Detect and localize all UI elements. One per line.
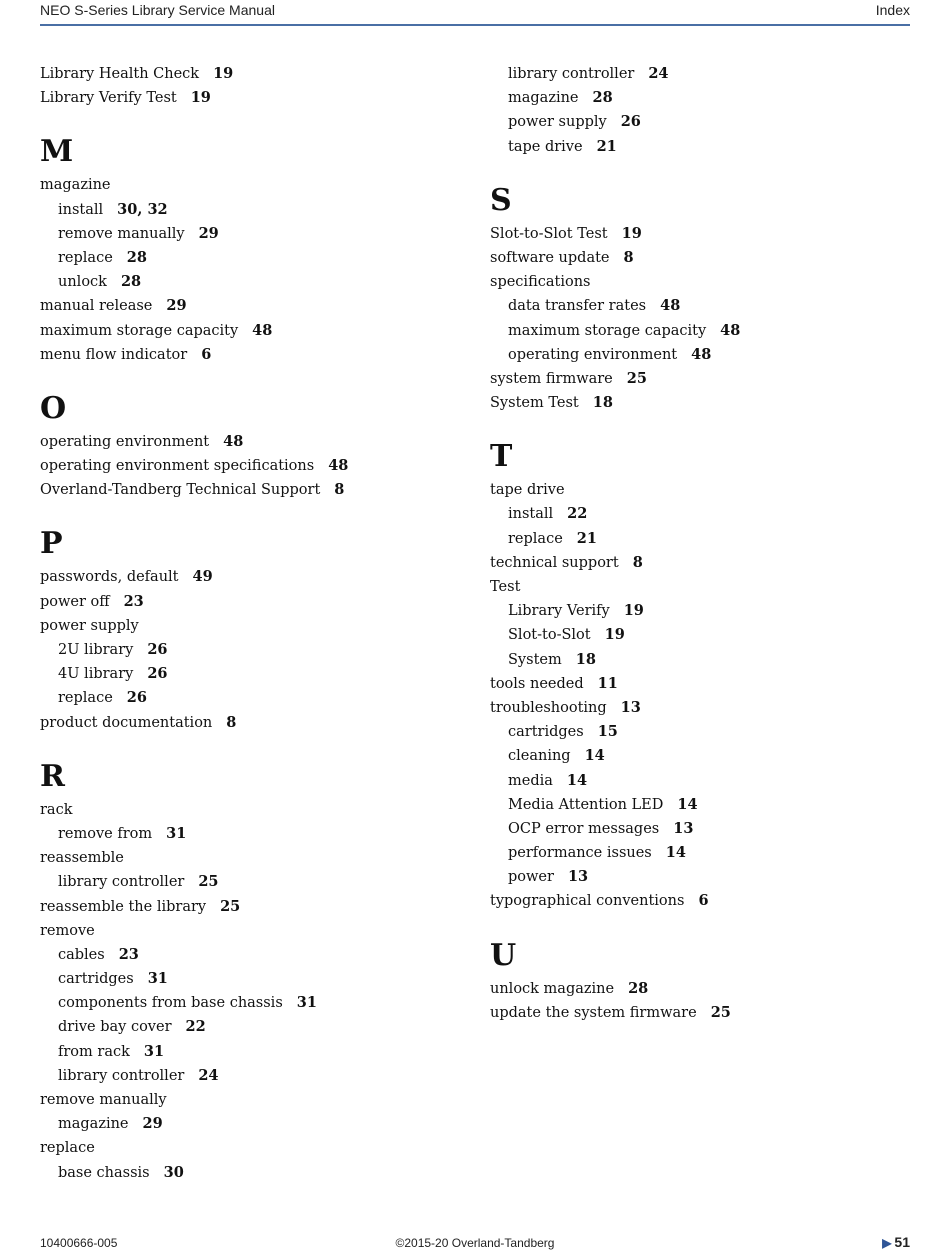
entry-term: passwords, default [40, 569, 179, 586]
entry-page-ref[interactable]: 22 [567, 505, 588, 523]
entry-page-ref[interactable]: 14 [566, 771, 588, 789]
index-subentry [490, 720, 910, 744]
entry-term: product documentation [40, 714, 213, 731]
index-subentry [490, 502, 910, 526]
index-entry [490, 696, 910, 720]
entry-term: 4U library [58, 666, 134, 683]
index-subentry [490, 865, 910, 889]
entry-term: Slot-to-Slot Test [490, 225, 608, 242]
index-entry [490, 246, 910, 270]
entry-term: magazine [508, 90, 579, 107]
entry-term: update the system firmware [490, 1004, 697, 1021]
entry-term: power off [40, 593, 110, 610]
index-subentry [490, 744, 910, 768]
index-column-right [490, 62, 910, 1025]
entry-page-ref[interactable]: 25 [220, 897, 241, 915]
entry-term: operating environment [508, 346, 678, 363]
index-subentry [40, 1161, 460, 1185]
index-subentry [40, 198, 460, 222]
entry-term: power [508, 869, 554, 886]
index-entry [40, 895, 460, 919]
index-entry [40, 62, 460, 86]
index-entry [40, 919, 460, 943]
index-subentry [490, 86, 910, 110]
entry-term: install [58, 201, 104, 218]
index-subentry [40, 222, 460, 246]
entry-page-ref[interactable]: 48 [691, 345, 712, 363]
entry-page-ref[interactable]: 25 [626, 369, 647, 387]
entry-page-ref[interactable]: 26 [126, 689, 147, 707]
entry-term: Overland-Tandberg Technical Support [40, 482, 321, 499]
index-subentry [490, 527, 910, 551]
entry-page-ref[interactable]: 14 [665, 844, 686, 862]
entry-page-ref[interactable]: 28 [120, 273, 142, 291]
entry-page-ref[interactable]: 49 [192, 568, 213, 586]
entry-term: library controller [58, 874, 185, 891]
entry-page-ref[interactable]: 25 [710, 1003, 731, 1021]
index-letter-heading: P [40, 526, 63, 562]
entry-term: 2U library [58, 642, 134, 658]
entry-page-ref[interactable]: 19 [621, 224, 642, 242]
index-letter-heading: M [40, 134, 74, 170]
index-subentry [490, 135, 910, 159]
index-subentry [490, 841, 910, 865]
entry-page-ref[interactable]: 23 [123, 592, 144, 610]
entry-term: tape drive [508, 138, 583, 155]
entry-term: system firmware [490, 370, 613, 387]
entry-term: remove from [58, 825, 153, 842]
entry-term: maximum storage capacity [508, 322, 707, 339]
index-subentry [490, 769, 910, 793]
index-subentry [40, 1040, 460, 1064]
copyright: ©2015-20 Overland-Tandberg [395, 1236, 555, 1250]
entry-term: manual release [40, 298, 153, 315]
index-letter-heading: U [490, 937, 517, 973]
entry-page-ref[interactable]: 19 [190, 89, 211, 107]
entry-term: media [508, 772, 553, 789]
manual-title: NEO S-Series Library Service Manual [40, 2, 275, 18]
index-entry [490, 977, 910, 1001]
index-subentry [490, 343, 910, 367]
entry-term: tape drive [490, 482, 565, 499]
index-entry [490, 367, 910, 391]
index-subentry [40, 943, 460, 967]
entry-term: reassemble [40, 850, 124, 867]
entry-page-ref[interactable]: 23 [118, 945, 139, 963]
entry-page-ref[interactable]: 19 [623, 602, 644, 620]
index-entry [490, 478, 910, 502]
entry-page-ref[interactable]: 31 [296, 994, 317, 1012]
index-subentry [490, 599, 910, 623]
entry-term: Media Attention LED [508, 796, 664, 813]
index-entry [490, 889, 910, 913]
entry-page-ref[interactable]: 25 [198, 873, 219, 891]
index-subentry [40, 246, 460, 270]
entry-page-ref[interactable]: 29 [142, 1115, 163, 1133]
entry-term: Test [490, 579, 521, 595]
index-subentry [40, 967, 460, 991]
entry-term: base chassis [58, 1164, 150, 1181]
index-entry [490, 672, 910, 696]
index-subentry [40, 638, 460, 662]
index-entry [40, 319, 460, 343]
entry-term: cables [58, 946, 105, 963]
entry-term: remove manually [58, 225, 185, 242]
entry-page-ref[interactable]: 8 [334, 481, 345, 499]
index-column-left [40, 62, 460, 1185]
index-entry [490, 1001, 910, 1025]
entry-term: specifications [490, 274, 591, 291]
entry-page-ref[interactable]: 21 [596, 137, 617, 155]
page-footer [40, 1234, 910, 1252]
entry-term: library controller [508, 66, 635, 82]
entry-page-ref[interactable]: 15 [597, 723, 618, 741]
entry-term: replace [58, 690, 113, 707]
entry-page-ref[interactable]: 8 [632, 553, 643, 571]
entry-page-ref[interactable]: 22 [185, 1018, 206, 1036]
entry-page-ref[interactable]: 29 [198, 224, 219, 242]
index-entry [40, 173, 460, 197]
entry-page-ref[interactable]: 19 [604, 626, 625, 644]
page-number: 51 [894, 1234, 910, 1250]
entry-term: power supply [40, 617, 139, 634]
index-subentry [490, 817, 910, 841]
entry-term: library controller [58, 1067, 185, 1084]
section-title: Index [875, 2, 910, 18]
entry-page-ref[interactable]: 29 [166, 297, 187, 315]
entry-term: replace [508, 530, 563, 547]
index-subentry [490, 648, 910, 672]
entry-page-ref[interactable]: 14 [677, 795, 698, 813]
entry-term: Library Health Check [40, 66, 200, 82]
entry-term: Slot-to-Slot [508, 627, 591, 644]
entry-term: OCP error messages [508, 820, 660, 837]
entry-page-ref[interactable]: 31 [166, 824, 187, 842]
entry-term: unlock magazine [490, 980, 615, 997]
entry-page-ref[interactable]: 48 [223, 432, 244, 450]
index-entry [40, 798, 460, 822]
document-number: 10400666-005 [40, 1236, 118, 1250]
entry-term: drive bay cover [58, 1019, 172, 1036]
index-entry [40, 1136, 460, 1160]
entry-term: maximum storage capacity [40, 322, 239, 339]
index-subentry [40, 686, 460, 710]
entry-page-ref[interactable]: 26 [147, 641, 168, 658]
index-entry [490, 575, 910, 599]
entry-term: technical support [490, 554, 619, 571]
index-entry [490, 222, 910, 246]
entry-page-ref[interactable]: 48 [660, 297, 681, 315]
entry-page-ref[interactable]: 28 [592, 89, 613, 107]
index-subentry [490, 294, 910, 318]
index-entry [40, 430, 460, 454]
entry-term: reassemble the library [40, 898, 207, 915]
index-entry [490, 391, 910, 415]
index-subentry [490, 793, 910, 817]
entry-page-ref[interactable]: 26 [620, 113, 641, 131]
entry-page-ref[interactable]: 18 [575, 650, 596, 668]
entry-term: performance issues [508, 845, 652, 862]
index-letter-heading: R [40, 758, 65, 794]
entry-term: rack [40, 801, 73, 818]
entry-term: data transfer rates [508, 298, 647, 315]
index-entry [40, 590, 460, 614]
entry-page-ref[interactable]: 30 [163, 1163, 184, 1181]
entry-page-ref[interactable]: 24 [648, 65, 669, 82]
entry-term: tools needed [490, 675, 584, 692]
entry-term: System Test [490, 395, 579, 412]
index-entry [40, 565, 460, 589]
page-header [40, 0, 910, 26]
entry-term: magazine [58, 1116, 129, 1133]
entry-term: power supply [508, 114, 607, 131]
entry-page-ref[interactable]: 30, 32 [117, 200, 168, 218]
index-subentry [40, 1015, 460, 1039]
index-entry [40, 454, 460, 478]
entry-page-ref[interactable]: 48 [328, 457, 349, 475]
entry-term: cartridges [58, 971, 134, 988]
index-entry [40, 711, 460, 735]
index-subentry [40, 1064, 460, 1088]
entry-page-ref[interactable]: 18 [592, 394, 613, 412]
entry-term: Library Verify [508, 603, 610, 620]
index-entry [40, 294, 460, 318]
entry-page-ref[interactable]: 6 [698, 892, 709, 910]
entry-page-ref[interactable]: 28 [628, 979, 649, 997]
entry-term: replace [58, 249, 113, 266]
entry-term: Library Verify Test [40, 90, 177, 107]
triangle-right-icon: ▶ [882, 1236, 892, 1250]
entry-page-ref[interactable]: 21 [576, 529, 597, 547]
entry-page-ref[interactable]: 48 [252, 321, 273, 339]
entry-term: magazine [40, 177, 111, 194]
entry-page-ref[interactable]: 8 [623, 248, 634, 266]
index-subentry [490, 62, 910, 86]
entry-page-ref[interactable]: 31 [143, 1042, 165, 1060]
entry-term: replace [40, 1140, 95, 1157]
entry-page-ref[interactable]: 6 [201, 345, 212, 363]
entry-term: menu flow indicator [40, 346, 188, 363]
entry-page-ref[interactable]: 19 [213, 65, 234, 82]
entry-page-ref[interactable]: 48 [720, 321, 741, 339]
entry-page-ref[interactable]: 24 [198, 1066, 219, 1084]
index-entry [40, 1088, 460, 1112]
entry-page-ref[interactable]: 13 [620, 698, 641, 716]
entry-term: troubleshooting [490, 699, 607, 716]
index-letter-heading: S [490, 182, 512, 218]
entry-term: typographical conventions [490, 893, 685, 910]
entry-term: cleaning [508, 748, 571, 765]
entry-page-ref[interactable]: 13 [673, 819, 694, 837]
index-subentry [490, 623, 910, 647]
index-entry [490, 551, 910, 575]
entry-term: operating environment specifications [40, 458, 315, 475]
index-entry [40, 478, 460, 502]
index-subentry [40, 870, 460, 894]
entry-term: remove [40, 922, 95, 939]
entry-term: operating environment [40, 433, 210, 450]
entry-term: components from base chassis [58, 995, 283, 1012]
index-subentry [40, 270, 460, 294]
entry-page-ref[interactable]: 31 [147, 970, 168, 988]
entry-page-ref[interactable]: 28 [126, 248, 147, 266]
entry-page-ref[interactable]: 13 [567, 868, 589, 886]
index-letter-heading: O [40, 390, 67, 426]
entry-page-ref[interactable]: 26 [147, 665, 168, 683]
page-number-block [882, 1234, 910, 1250]
index-entry [40, 343, 460, 367]
entry-term: cartridges [508, 724, 584, 741]
index-subentry [40, 822, 460, 846]
index-subentry [490, 319, 910, 343]
index-letter-heading: T [490, 439, 513, 475]
index-subentry [40, 662, 460, 686]
entry-page-ref[interactable]: 11 [597, 674, 618, 692]
index-entry [40, 86, 460, 110]
entry-term: remove manually [40, 1092, 167, 1108]
entry-term: from rack [58, 1043, 130, 1060]
index-entry [40, 614, 460, 638]
index-subentry [40, 1112, 460, 1136]
index-subentry [40, 991, 460, 1015]
index-entry [490, 270, 910, 294]
index-subentry [490, 110, 910, 134]
entry-term: install [508, 506, 554, 523]
entry-term: software update [490, 249, 610, 266]
entry-term: System [508, 651, 562, 668]
entry-term: unlock [58, 274, 107, 291]
index-entry [40, 846, 460, 870]
entry-page-ref[interactable]: 14 [584, 747, 605, 765]
entry-page-ref[interactable]: 8 [226, 713, 237, 731]
